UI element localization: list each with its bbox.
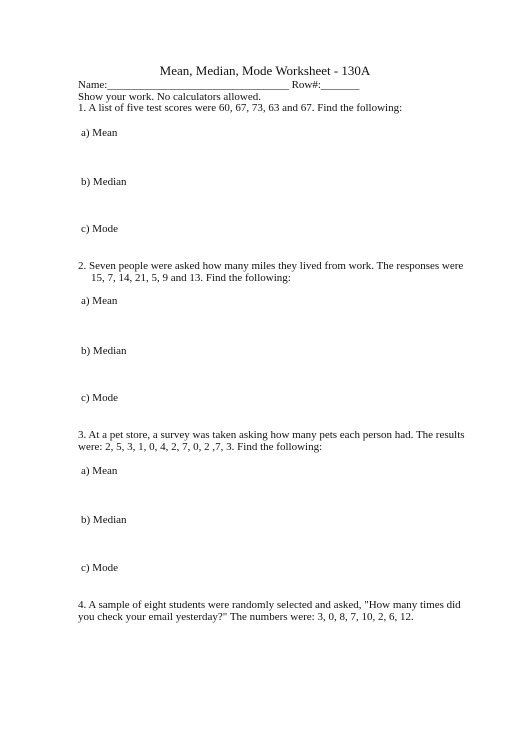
question-3-text-line2: were: 2, 5, 3, 1, 0, 4, 2, 7, 0, 2 ,7, 3. Find the following: (78, 441, 323, 453)
question-2-median: b) Median (81, 345, 127, 357)
instructions: Show your work. No calculators allowed. (78, 91, 261, 103)
question-3-text-line1: 3. At a pet store, a survey was taken asking how many pets each person had. The results (78, 429, 465, 441)
question-3-mode: c) Mode (81, 562, 118, 574)
question-2-mean: a) Mean (81, 295, 118, 307)
question-1-mean: a) Mean (81, 127, 118, 139)
worksheet-title: Mean, Median, Mode Worksheet - 130A (159, 63, 371, 78)
question-2-text-line2: 15, 7, 14, 21, 5, 9 and 13. Find the following: (91, 272, 291, 284)
question-1-text: 1. A list of five test scores were 60, 67, 73, 63 and 67. Find the following: (78, 102, 403, 114)
question-4-text-line2: you check your email yesterday?" The numbers were: 3, 0, 8, 7, 10, 2, 6, 12. (78, 611, 414, 623)
question-2-text-line1: 2. Seven people were asked how many miles they lived from work. The responses were (78, 260, 464, 272)
question-1-mode: c) Mode (81, 223, 118, 235)
question-1-median: b) Median (81, 176, 127, 188)
question-3-median: b) Median (81, 514, 127, 526)
question-3-mean: a) Mean (81, 465, 118, 477)
name-row-line: Name:_________________________________ Row#:_______ (78, 79, 360, 91)
question-4-text-line1: 4. A sample of eight students were randomly selected and asked, "How many times did (78, 599, 461, 611)
question-2-mode: c) Mode (81, 392, 118, 404)
